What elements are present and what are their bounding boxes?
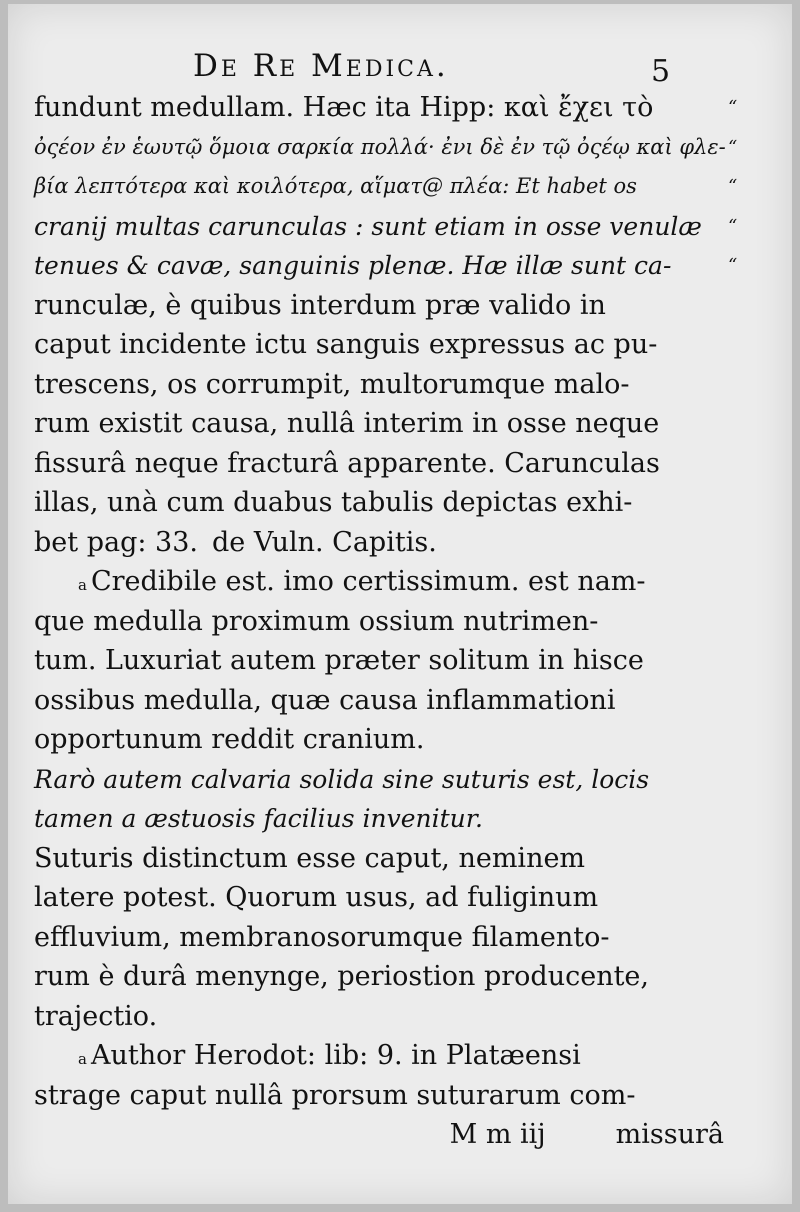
quote-mark: “	[728, 136, 738, 158]
running-head: De Re Medica.	[193, 48, 449, 84]
text-line	[34, 720, 724, 760]
quote-mark: “	[728, 255, 738, 276]
line-text: latere potest. Quorum usus, ad fuliginum	[34, 882, 599, 913]
text-line	[34, 760, 724, 800]
line-text: trajectio.	[34, 1000, 158, 1032]
line-text: tamen a æstuosis facilius invenitur.	[34, 804, 483, 833]
text-line	[34, 602, 724, 642]
line-text: trescens, os corrumpit, multorumque malo-	[34, 368, 630, 400]
line-text: illas, unà cum duabus tabulis depictas exhi-	[34, 487, 633, 518]
text-line	[34, 483, 724, 523]
line-text: Rarò autem calvaria solida sine suturis est, locis	[34, 764, 650, 794]
line-text: rum existit causa, nullâ interim in osse neque	[34, 408, 660, 439]
text-line	[34, 957, 724, 997]
line-text: βία λεπτότερα καὶ κοιλότερα, αἵματ@ πλέα: Et habet os	[34, 174, 637, 198]
page-number: 5	[651, 54, 671, 89]
text-line	[34, 167, 724, 207]
line-text: M m iij	[449, 1119, 546, 1150]
text-line	[34, 641, 724, 681]
line-text: effluvium, membranosorumque filamento-	[34, 921, 610, 953]
text-line	[34, 1076, 724, 1116]
line-text: cranij multas carunculas : sunt etiam in osse venulæ	[34, 211, 702, 241]
text-line: a Author Herodot: lib: 9. in Platæensi	[34, 1036, 724, 1076]
book-page	[8, 4, 792, 1204]
line-text: caput incidente ictu sanguis expressus ac pu-	[34, 329, 658, 360]
line-text: ὀςέον ἐν ἑωυτῷ ὅμοια σαρκία πολλά· ἐνι δὲ ἐν τῷ ὀςέῳ καὶ φλε-	[34, 134, 726, 159]
line-text: de Vuln. Capitis.	[211, 526, 437, 558]
line-text: Suturis distinctum esse caput, neminem	[34, 842, 586, 874]
quote-mark: “	[728, 176, 738, 197]
line-text: bet pag: 33.	[34, 526, 198, 558]
text-line	[34, 878, 724, 918]
line-text: Author Herodot: lib: 9. in Platæensi	[90, 1040, 581, 1071]
line-text: Credibile est. imo certissimum. est nam-	[90, 566, 646, 597]
quote-mark: “	[728, 215, 738, 237]
text-line	[34, 246, 724, 286]
text-line	[34, 128, 724, 168]
text-line	[34, 325, 724, 365]
line-text: rum è durâ menynge, periostion producente,	[34, 961, 649, 992]
line-text: runculæ, è quibus interdum præ valido in	[34, 289, 606, 321]
text-line	[34, 997, 724, 1037]
line-text: missurâ	[615, 1119, 724, 1150]
line-text: tenues & cavæ, sanguinis plenæ. Hæ illæ sunt ca-	[34, 251, 672, 280]
text-line	[34, 839, 724, 879]
text-line	[34, 444, 724, 484]
text-line	[34, 523, 724, 563]
line-text: ossibus medulla, quæ causa inflammationi	[34, 684, 616, 716]
text-line	[34, 681, 724, 721]
quote-mark: “	[728, 97, 738, 118]
line-text: tum. Luxuriat autem præter solitum in hisce	[34, 645, 644, 676]
margin-quote-marks	[728, 88, 768, 286]
line-text: fundunt medullam. Hæc ita Hipp: καὶ ἔχει τὸ	[34, 92, 654, 123]
line-text: strage caput nullâ prorsum suturarum com-	[34, 1079, 636, 1111]
line-text: opportunum reddit cranium.	[34, 724, 425, 755]
text-line: a Credibile est. imo certissimum. est nam-	[34, 562, 724, 602]
text-line	[34, 365, 724, 405]
page-body	[34, 88, 724, 1155]
line-text: fissurâ neque fracturâ apparente. Carunculas	[34, 447, 660, 479]
text-line	[34, 1115, 724, 1155]
text-line	[34, 404, 724, 444]
line-text: que medulla proximum ossium nutrimen-	[34, 605, 599, 637]
text-line	[34, 88, 724, 128]
text-line	[34, 286, 724, 326]
text-line	[34, 799, 724, 839]
text-line	[34, 207, 724, 247]
text-line	[34, 918, 724, 958]
